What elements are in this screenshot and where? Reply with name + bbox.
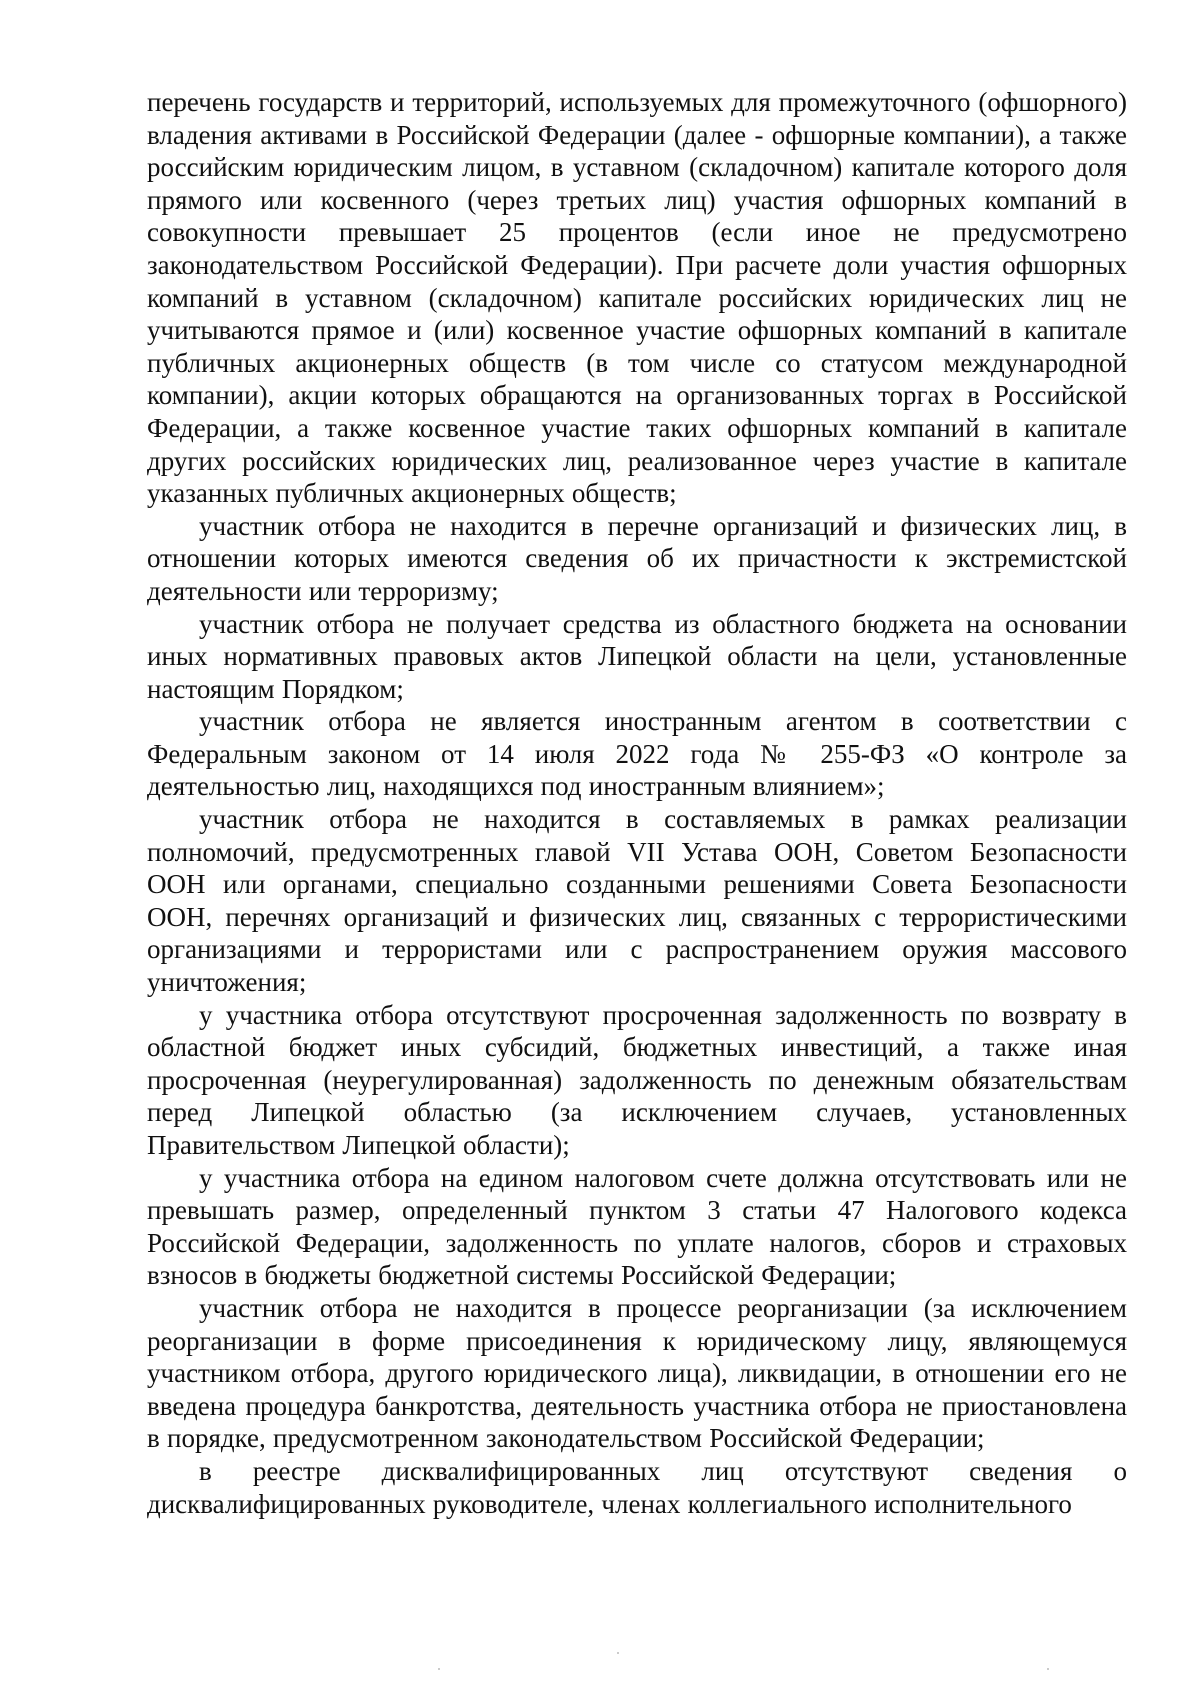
document-body	[147, 86, 1127, 1520]
paragraph-tax-account: у участника отбора на едином налоговом счете должна отсутствовать или не превышать размер, определенный пунктом 3 статьи 47 Налогового кодекса Российской Федерации, задолженность по уплате налогов, сборов и страховых взносов в бюджеты бюджетной системы Российской Федерации;	[147, 1162, 1127, 1291]
paragraph-overdue-debt: у участника отбора отсутствуют просроченная задолженность по возврату в областной бюджет иных субсидий, бюджетных инвестиций, а также иная просроченная (неурегулированная) задолженность по денежным обязательствам перед Липецкой областью (за исключением случаев, установленных Правительством Липецкой области);	[147, 999, 1127, 1160]
paragraph-reorganization: участник отбора не находится в процессе реорганизации (за исключением реорганизации в форме присоединения к юридическому лицу, являющемуся участником отбора, другого юридического лица), ликвидации, в отношении его не введена процедура банкротства, деятельность участника отбора не приостановлена в порядке, предусмотренном законодательством Российской Федерации;	[147, 1292, 1127, 1454]
paragraph-foreign-agent: участник отбора не является иностранным агентом в соответствии с Федеральным законом от 14 июля 2022 года № 255-ФЗ «О контроле за деятельностью лиц, находящихся под иностранным влиянием»;	[147, 706, 1127, 802]
paragraph-un-sanctions: участник отбора не находится в составляемых в рамках реализации полномочий, предусмотренных главой VII Устава ООН, Советом Безопасности ООН или органами, специально созданными решениями Совета Безопасности ООН, перечнях организаций и физических лиц, связанных с террористическими организациями и террористами или с распространением оружия массового уничтожения;	[147, 804, 1127, 998]
scan-artifact-dot	[1047, 1668, 1049, 1670]
scan-artifact-dot	[438, 1668, 440, 1670]
paragraph-regional-budget: участник отбора не получает средства из областного бюджета на основании иных нормативных правовых актов Липецкой области на цели, установленные настоящим Порядком;	[147, 608, 1127, 704]
paragraph-offshore-companies: перечень государств и территорий, используемых для промежуточного (офшорного) владения активами в Российской Федерации (далее - офшорные компании), а также российским юридическим лицом, в уставном (складочном) капитале которого доля прямого или косвенного (через третьих лиц) участия офшорных компаний в совокупности превышает 25 процентов (если иное не предусмотрено законодательством Российской Федерации). При расчете доли участия офшорных компаний в уставном (складочном) капитале российских юридических лиц не учитываются прямое и (или) косвенное участие офшорных компаний в капитале публичных акционерных обществ (в том числе со статусом международной компании), акции которых обращаются на организованных торгах в Российской Федерации, а также косвенное участие таких офшорных компаний в капитале других российских юридических лиц, реализованное через участие в капитале указанных публичных акционерных обществ;	[147, 87, 1127, 509]
paragraph-disqualified-persons: в реестре дисквалифицированных лиц отсутствуют сведения о дисквалифицированных руководителе, членах коллегиального исполнительного	[147, 1455, 1127, 1519]
scan-artifact-dot	[617, 1652, 619, 1654]
paragraph-extremism: участник отбора не находится в перечне организаций и физических лиц, в отношении которых имеются сведения об их причастности к экстремистской деятельности или терроризму;	[147, 510, 1127, 606]
